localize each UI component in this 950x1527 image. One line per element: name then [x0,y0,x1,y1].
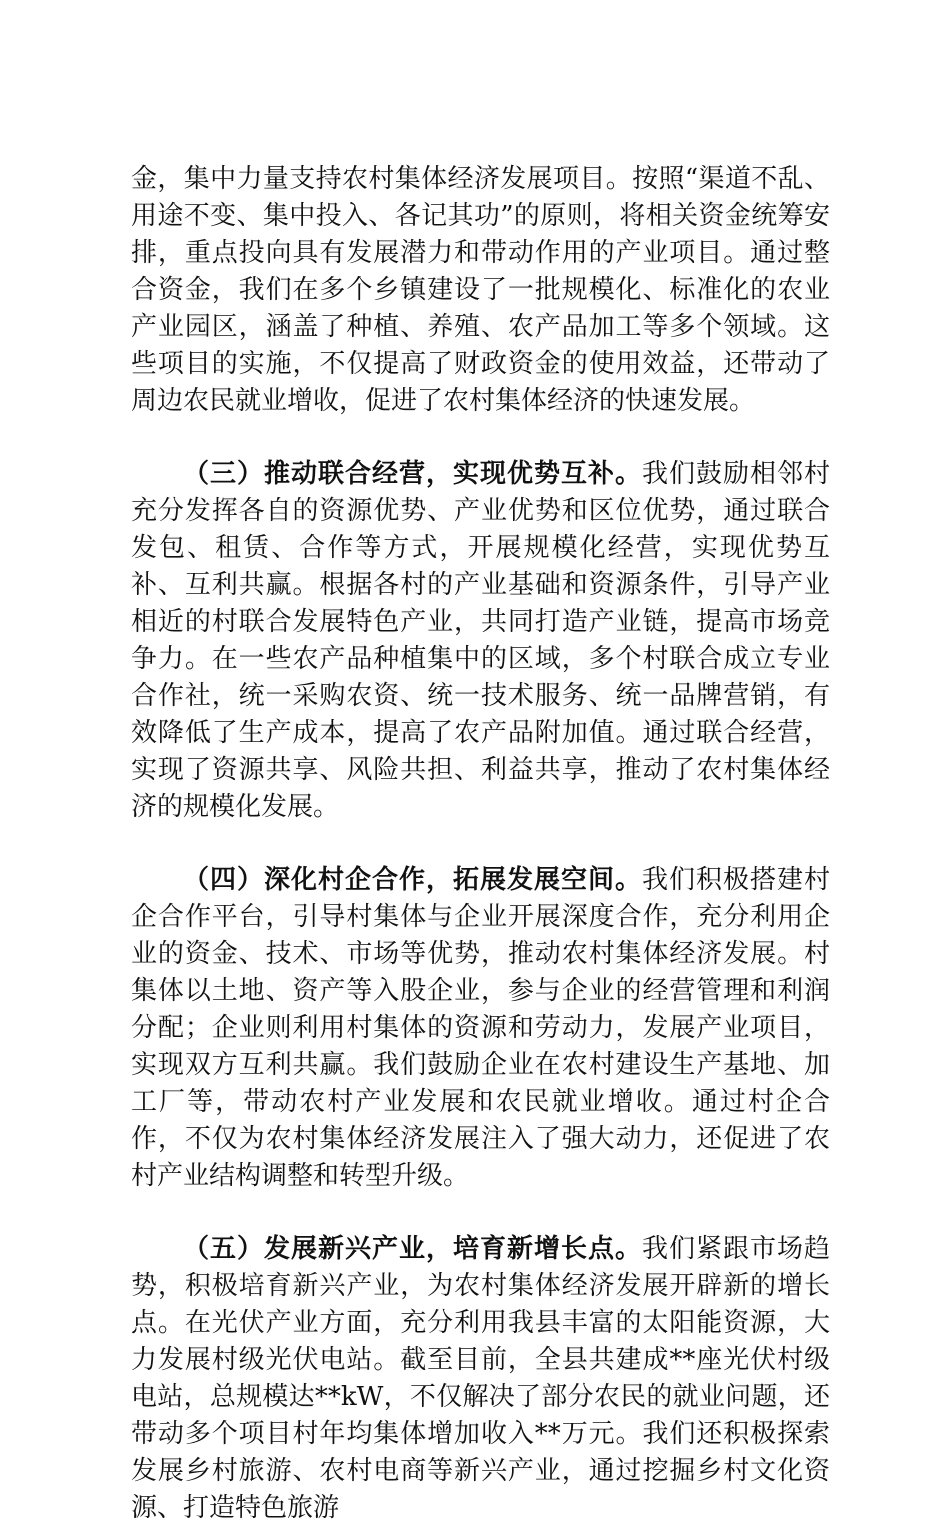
paragraph-3 [131,862,830,1195]
section-heading-5: （五）发展新兴产业，培育新增长点。 [183,1234,642,1264]
paragraph-1-body: 金，集中力量支持农村集体经济发展项目。按照“渠道不乱、用途不变、集中投入、各记其功”的原则，将相关资金统筹安排，重点投向具有发展潜力和带动作用的产业项目。通过整合资金，我们在多个乡镇建设了一批规模化、标准化的农业产业园区，涵盖了种植、养殖、农产品加工等多个领域。这些项目的实施，不仅提高了财政资金的使用效益，还带动了周边农民就业增收，促进了农村集体经济的快速发展。 [131,164,830,416]
paragraph-4-body: 我们紧跟市场趋势，积极培育新兴产业，为农村集体经济发展开辟新的增长点。在光伏产业方面，充分利用我县丰富的太阳能资源，大力发展村级光伏电站。截至目前，全县共建成**座光伏村级电站，总规模达**kW，不仅解决了部分农民的就业问题，还带动多个项目村年均集体增加收入**万元。我们还积极探索发展乡村旅游、农村电商等新兴产业，通过挖掘乡村文化资源、打造特色旅游 [131,1234,830,1523]
section-heading-4: （四）深化村企合作，拓展发展空间。 [183,865,642,895]
section-heading-3: （三）推动联合经营，实现优势互补。 [183,459,642,489]
document-body [131,161,830,1527]
paragraph-2 [131,456,830,826]
paragraph-3-body: 我们积极搭建村企合作平台，引导村集体与企业开展深度合作，充分利用企业的资金、技术、市场等优势，推动农村集体经济发展。村集体以土地、资产等入股企业，参与企业的经营管理和利润分配；企业则利用村集体的资源和劳动力，发展产业项目，实现双方互利共赢。我们鼓励企业在农村建设生产基地、加工厂等，带动农村产业发展和农民就业增收。通过村企合作，不仅为农村集体经济发展注入了强大动力，还促进了农村产业结构调整和转型升级。 [131,865,830,1191]
paragraph-1 [131,161,830,420]
paragraph-2-body: 我们鼓励相邻村充分发挥各自的资源优势、产业优势和区位优势，通过联合发包、租赁、合作等方式，开展规模化经营，实现优势互补、互利共赢。根据各村的产业基础和资源条件，引导产业相近的村联合发展特色产业，共同打造产业链，提高市场竞争力。在一些农产品种植集中的区域，多个村联合成立专业合作社，统一采购农资、统一技术服务、统一品牌营销，有效降低了生产成本，提高了农产品附加值。通过联合经营，实现了资源共享、风险共担、利益共享，推动了农村集体经济的规模化发展。 [131,459,830,822]
paragraph-4 [131,1231,830,1527]
